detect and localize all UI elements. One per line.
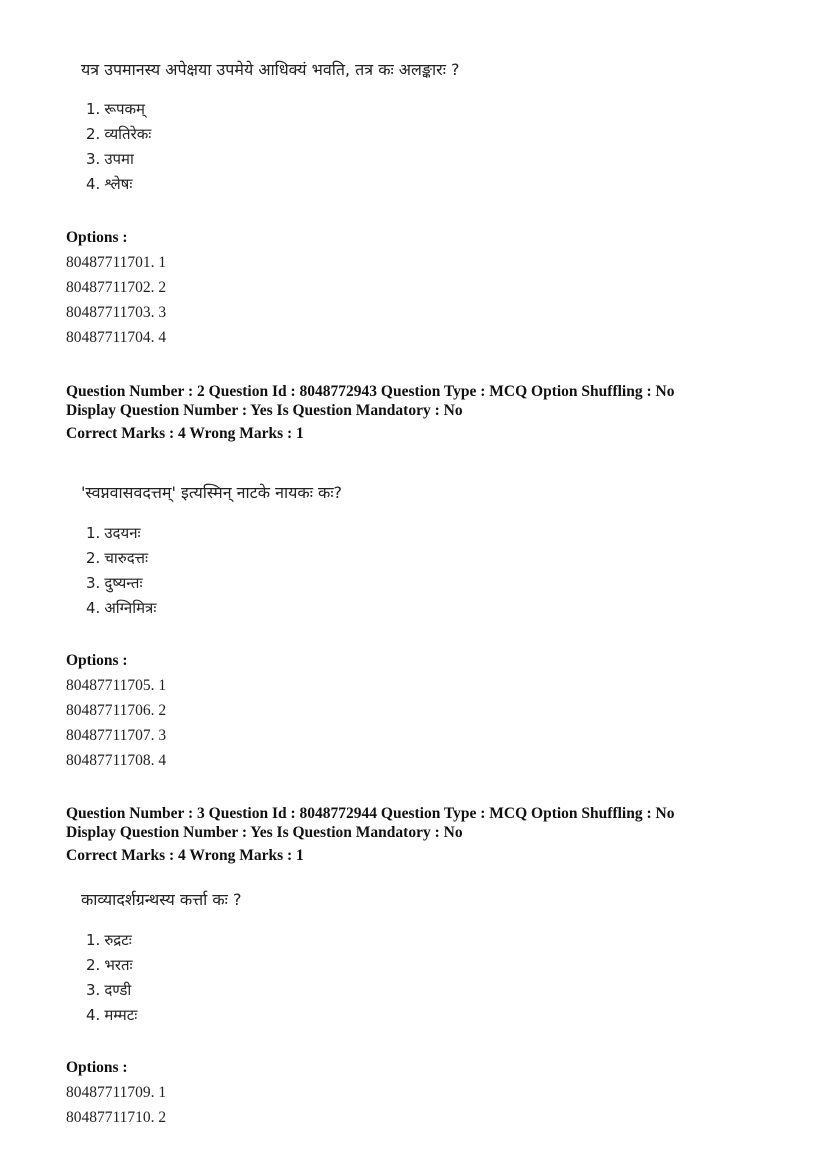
option-id: 80487711706. 2: [66, 702, 167, 719]
question-1-text: यत्र उपमानस्य अपेक्षया उपमेये आधिक्यं भवति, तत्र कः अलङ्कारः ?: [81, 60, 460, 79]
option-id: 80487711701. 1: [66, 254, 167, 271]
question-meta-line: Question Number : 2 Question Id : 8048772943 Question Type : MCQ Option Shuffling : No: [66, 383, 675, 400]
question-3-meta: [66, 804, 674, 865]
choice-item: 4. श्लेषः: [86, 175, 133, 193]
option-id-list: [66, 250, 166, 350]
question-meta-line: Display Question Number : Yes Is Question Mandatory : No: [66, 824, 463, 841]
marks-line: Correct Marks : 4 Wrong Marks : 1: [66, 847, 304, 864]
choice-item: 3. दण्डी: [86, 981, 132, 999]
question-1-choices: [86, 97, 151, 197]
choice-item: 2. भरतः: [86, 956, 133, 974]
question-2-meta: [66, 382, 674, 443]
option-id: 80487711708. 4: [66, 752, 167, 769]
option-id: 80487711703. 3: [66, 304, 167, 321]
choice-item: 2. व्यतिरेकः: [86, 125, 152, 143]
choice-item: 1. रुद्रटः: [86, 931, 132, 949]
choice-item: 2. चारुदत्तः: [86, 549, 149, 567]
options-label: Options :: [66, 652, 128, 669]
choice-item: 3. दुष्यन्तः: [86, 574, 143, 592]
option-id: 80487711704. 4: [66, 329, 167, 346]
choice-item: 4. अग्निमित्रः: [86, 599, 157, 617]
question-meta-line: Question Number : 3 Question Id : 8048772944 Question Type : MCQ Option Shuffling : No: [66, 805, 675, 822]
options-label: Options :: [66, 1059, 128, 1076]
choice-item: 4. मम्मटः: [86, 1006, 138, 1024]
question-3-text: काव्यादर्शग्रन्थस्य कर्त्ता कः ?: [81, 890, 242, 909]
choice-item: 1. रूपकम्: [86, 100, 145, 118]
option-id-list: [66, 1080, 166, 1130]
choice-item: 1. उदयनः: [86, 524, 141, 542]
option-id-list: [66, 673, 166, 773]
question-3-choices: [86, 928, 137, 1028]
option-id: 80487711707. 3: [66, 727, 167, 744]
question-2-choices: [86, 521, 156, 621]
choice-item: 3. उपमा: [86, 150, 134, 168]
marks-line: Correct Marks : 4 Wrong Marks : 1: [66, 425, 304, 442]
options-label: Options :: [66, 229, 128, 246]
option-id: 80487711710. 2: [66, 1109, 167, 1126]
option-id: 80487711702. 2: [66, 279, 167, 296]
option-id: 80487711709. 1: [66, 1084, 167, 1101]
question-2-text: 'स्वप्नवासवदत्तम्' इत्यस्मिन् नाटके नायकः कः?: [81, 483, 343, 502]
question-meta-line: Display Question Number : Yes Is Question Mandatory : No: [66, 402, 463, 419]
option-id: 80487711705. 1: [66, 677, 167, 694]
